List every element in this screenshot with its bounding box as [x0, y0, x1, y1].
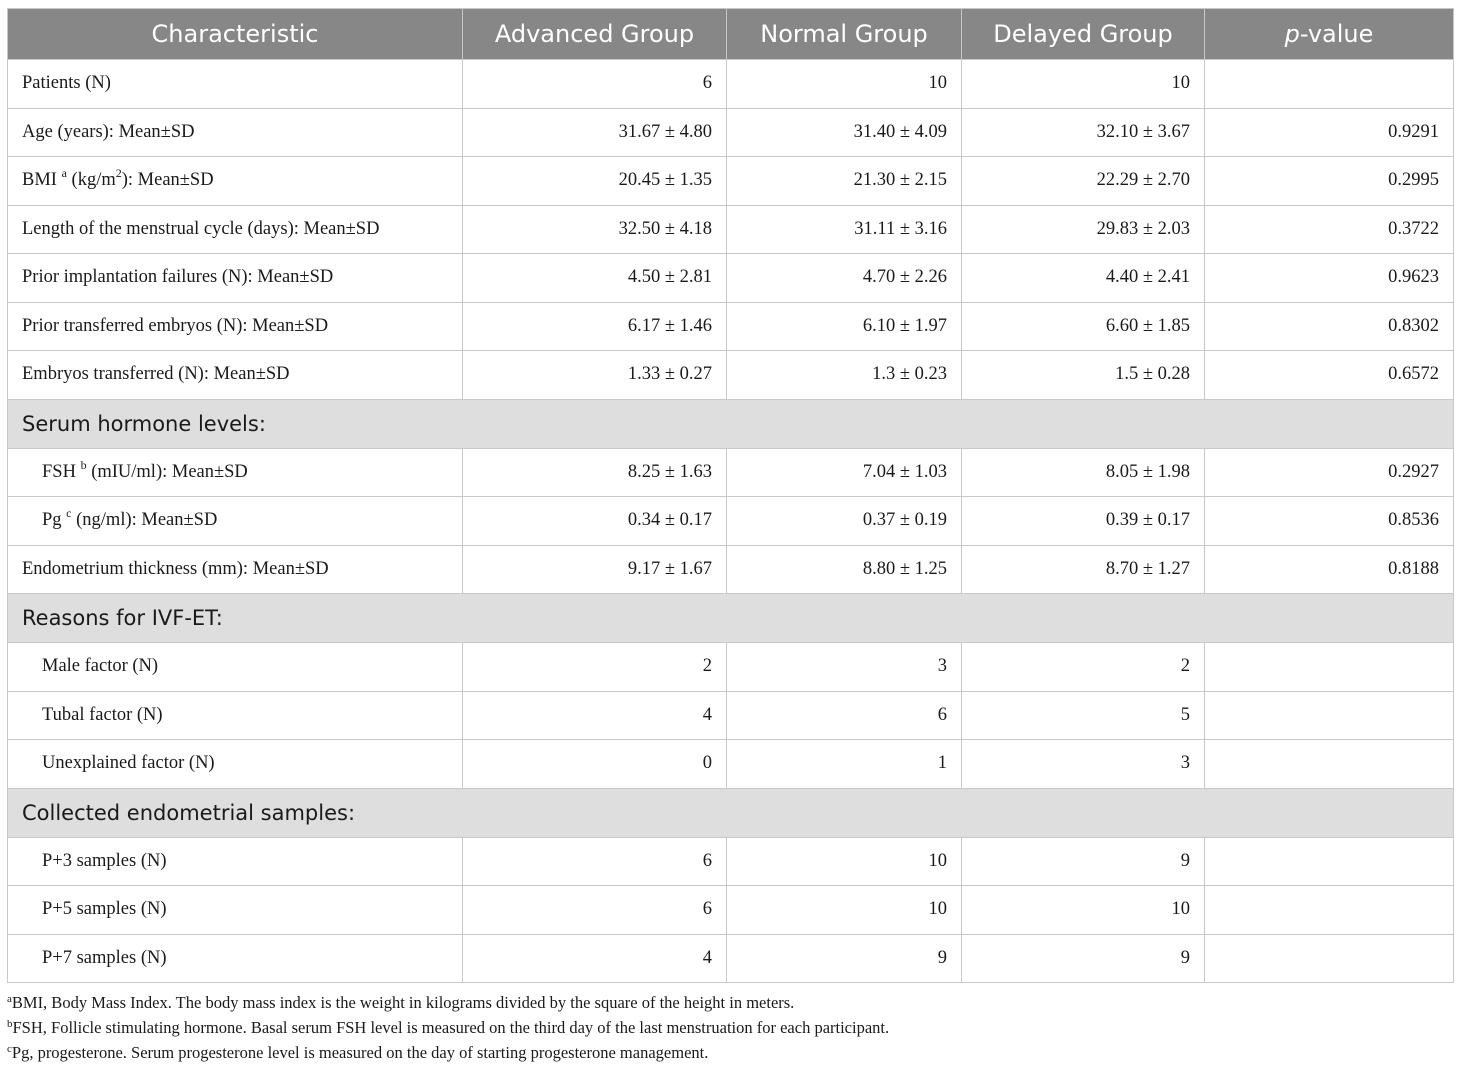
row-label: [8, 934, 463, 983]
row-label: [8, 886, 463, 935]
section-row: [8, 594, 1454, 643]
section-label: Reasons for IVF-ET:: [8, 594, 1454, 643]
p-value: 0.6572: [1205, 351, 1454, 400]
advanced-value: 4: [463, 934, 727, 983]
delayed-value: 10: [962, 886, 1205, 935]
normal-value: 10: [727, 60, 962, 109]
table-row: [8, 545, 1454, 594]
table-row: [8, 108, 1454, 157]
row-label-text: P+3 samples (N): [42, 850, 167, 871]
footnote: [7, 990, 1453, 1015]
header-p-value: [1205, 9, 1454, 60]
advanced-value: 1.33 ± 0.27: [463, 351, 727, 400]
footnote-marker: b: [80, 457, 87, 472]
row-label: [8, 157, 463, 206]
delayed-value: 0.39 ± 0.17: [962, 497, 1205, 546]
row-label-text: Unexplained factor (N): [42, 753, 215, 774]
advanced-value: 6: [463, 837, 727, 886]
row-label-text: (mIU/ml): Mean±SD: [86, 461, 248, 482]
header-row: [8, 9, 1454, 60]
normal-value: 1: [727, 740, 962, 789]
table-row: [8, 60, 1454, 109]
row-label-text: ): Mean±SD: [121, 170, 214, 191]
table-row: [8, 351, 1454, 400]
row-label: [8, 837, 463, 886]
p-value: [1205, 643, 1454, 692]
section-label: Serum hormone levels:: [8, 399, 1454, 448]
delayed-value: 2: [962, 643, 1205, 692]
p-value: 0.8302: [1205, 302, 1454, 351]
table-body: [8, 60, 1454, 983]
row-label: [8, 740, 463, 789]
advanced-value: 0: [463, 740, 727, 789]
advanced-value: 4: [463, 691, 727, 740]
advanced-value: 6: [463, 60, 727, 109]
row-label-text: P+5 samples (N): [42, 899, 167, 920]
row-label-text: Age (years): Mean±SD: [22, 121, 195, 142]
table-row: [8, 886, 1454, 935]
advanced-value: 4.50 ± 2.81: [463, 254, 727, 303]
footnote-marker: a: [61, 166, 67, 181]
row-label: [8, 643, 463, 692]
p-value: [1205, 837, 1454, 886]
row-label-text: Prior implantation failures (N): Mean±SD: [22, 267, 334, 288]
normal-value: 0.37 ± 0.19: [727, 497, 962, 546]
p-value: [1205, 934, 1454, 983]
footnotes: [7, 990, 1453, 1065]
row-label: [8, 108, 463, 157]
row-label: [8, 448, 463, 497]
p-value: [1205, 740, 1454, 789]
characteristics-table: [7, 8, 1454, 983]
p-value: 0.9291: [1205, 108, 1454, 157]
footnote-mark: b: [7, 1018, 13, 1030]
p-value: [1205, 886, 1454, 935]
header-advanced-group: Advanced Group: [463, 9, 727, 60]
table-row: [8, 302, 1454, 351]
header-delayed-group: Delayed Group: [962, 9, 1205, 60]
table-row: [8, 157, 1454, 206]
normal-value: 7.04 ± 1.03: [727, 448, 962, 497]
delayed-value: 3: [962, 740, 1205, 789]
table-row: [8, 740, 1454, 789]
footnote: [7, 1015, 1453, 1040]
normal-value: 3: [727, 643, 962, 692]
row-label-text: Prior transferred embryos (N): Mean±SD: [22, 315, 329, 336]
advanced-value: 9.17 ± 1.67: [463, 545, 727, 594]
advanced-value: 2: [463, 643, 727, 692]
delayed-value: 32.10 ± 3.67: [962, 108, 1205, 157]
row-label: [8, 545, 463, 594]
normal-value: 6.10 ± 1.97: [727, 302, 962, 351]
row-label-text: (ng/ml): Mean±SD: [71, 510, 218, 531]
delayed-value: 10: [962, 60, 1205, 109]
normal-value: 8.80 ± 1.25: [727, 545, 962, 594]
row-label-text: Embryos transferred (N): Mean±SD: [22, 364, 290, 385]
normal-value: 31.11 ± 3.16: [727, 205, 962, 254]
advanced-value: 32.50 ± 4.18: [463, 205, 727, 254]
normal-value: 4.70 ± 2.26: [727, 254, 962, 303]
row-label-text: P+7 samples (N): [42, 947, 167, 968]
row-label: [8, 205, 463, 254]
section-row: [8, 788, 1454, 837]
row-label-text: Male factor (N): [42, 656, 159, 677]
delayed-value: 4.40 ± 2.41: [962, 254, 1205, 303]
p-value: 0.8536: [1205, 497, 1454, 546]
delayed-value: 9: [962, 934, 1205, 983]
footnote-text: FSH, Follicle stimulating hormone. Basal serum FSH level is measured on the third day of the last menstruation for each participant.: [12, 1018, 890, 1037]
header-normal-group: Normal Group: [727, 9, 962, 60]
row-label-text: (kg/m: [66, 170, 116, 191]
table-row: [8, 205, 1454, 254]
normal-value: 1.3 ± 0.23: [727, 351, 962, 400]
header-characteristic: Characteristic: [8, 9, 463, 60]
row-label-text: Pg: [42, 510, 67, 531]
delayed-value: 5: [962, 691, 1205, 740]
normal-value: 21.30 ± 2.15: [727, 157, 962, 206]
advanced-value: 8.25 ± 1.63: [463, 448, 727, 497]
row-label: [8, 302, 463, 351]
delayed-value: 8.70 ± 1.27: [962, 545, 1205, 594]
footnote-text: BMI, Body Mass Index. The body mass index is the weight in kilograms divided by the square of the height in meters.: [11, 993, 795, 1012]
delayed-value: 29.83 ± 2.03: [962, 205, 1205, 254]
delayed-value: 6.60 ± 1.85: [962, 302, 1205, 351]
row-label-text: Tubal factor (N): [42, 704, 163, 725]
normal-value: 10: [727, 886, 962, 935]
p-rest: -value: [1299, 20, 1374, 48]
table-row: [8, 691, 1454, 740]
footnote-mark: c: [7, 1043, 12, 1055]
row-label: [8, 351, 463, 400]
footnote-text: Pg, progesterone. Serum progesterone level is measured on the day of starting progesterone management.: [11, 1043, 709, 1062]
row-label: [8, 254, 463, 303]
normal-value: 6: [727, 691, 962, 740]
row-label-text: Length of the menstrual cycle (days): Mean±SD: [22, 218, 380, 239]
row-label-text: Patients (N): [22, 73, 111, 94]
section-row: [8, 399, 1454, 448]
table-row: [8, 643, 1454, 692]
p-value: [1205, 60, 1454, 109]
p-italic: p: [1284, 20, 1300, 48]
footnote-mark: a: [7, 993, 12, 1005]
footnote-marker: c: [66, 506, 72, 521]
delayed-value: 22.29 ± 2.70: [962, 157, 1205, 206]
p-value: 0.9623: [1205, 254, 1454, 303]
advanced-value: 31.67 ± 4.80: [463, 108, 727, 157]
p-value: [1205, 691, 1454, 740]
table-row: [8, 934, 1454, 983]
table-row: [8, 254, 1454, 303]
advanced-value: 6.17 ± 1.46: [463, 302, 727, 351]
row-label: [8, 691, 463, 740]
table-container: [7, 8, 1453, 983]
normal-value: 10: [727, 837, 962, 886]
advanced-value: 0.34 ± 0.17: [463, 497, 727, 546]
row-label-text: Endometrium thickness (mm): Mean±SD: [22, 558, 329, 579]
unit-superscript: 2: [115, 166, 122, 181]
row-label: [8, 497, 463, 546]
row-label: [8, 60, 463, 109]
p-value: 0.2927: [1205, 448, 1454, 497]
p-value: 0.3722: [1205, 205, 1454, 254]
row-label-text: BMI: [22, 170, 62, 191]
advanced-value: 6: [463, 886, 727, 935]
table-row: [8, 497, 1454, 546]
normal-value: 9: [727, 934, 962, 983]
normal-value: 31.40 ± 4.09: [727, 108, 962, 157]
section-label: Collected endometrial samples:: [8, 788, 1454, 837]
table-row: [8, 837, 1454, 886]
delayed-value: 9: [962, 837, 1205, 886]
p-value: 0.8188: [1205, 545, 1454, 594]
footnote: [7, 1040, 1453, 1065]
row-label-text: FSH: [42, 461, 81, 482]
delayed-value: 8.05 ± 1.98: [962, 448, 1205, 497]
p-value: 0.2995: [1205, 157, 1454, 206]
delayed-value: 1.5 ± 0.28: [962, 351, 1205, 400]
advanced-value: 20.45 ± 1.35: [463, 157, 727, 206]
table-row: [8, 448, 1454, 497]
